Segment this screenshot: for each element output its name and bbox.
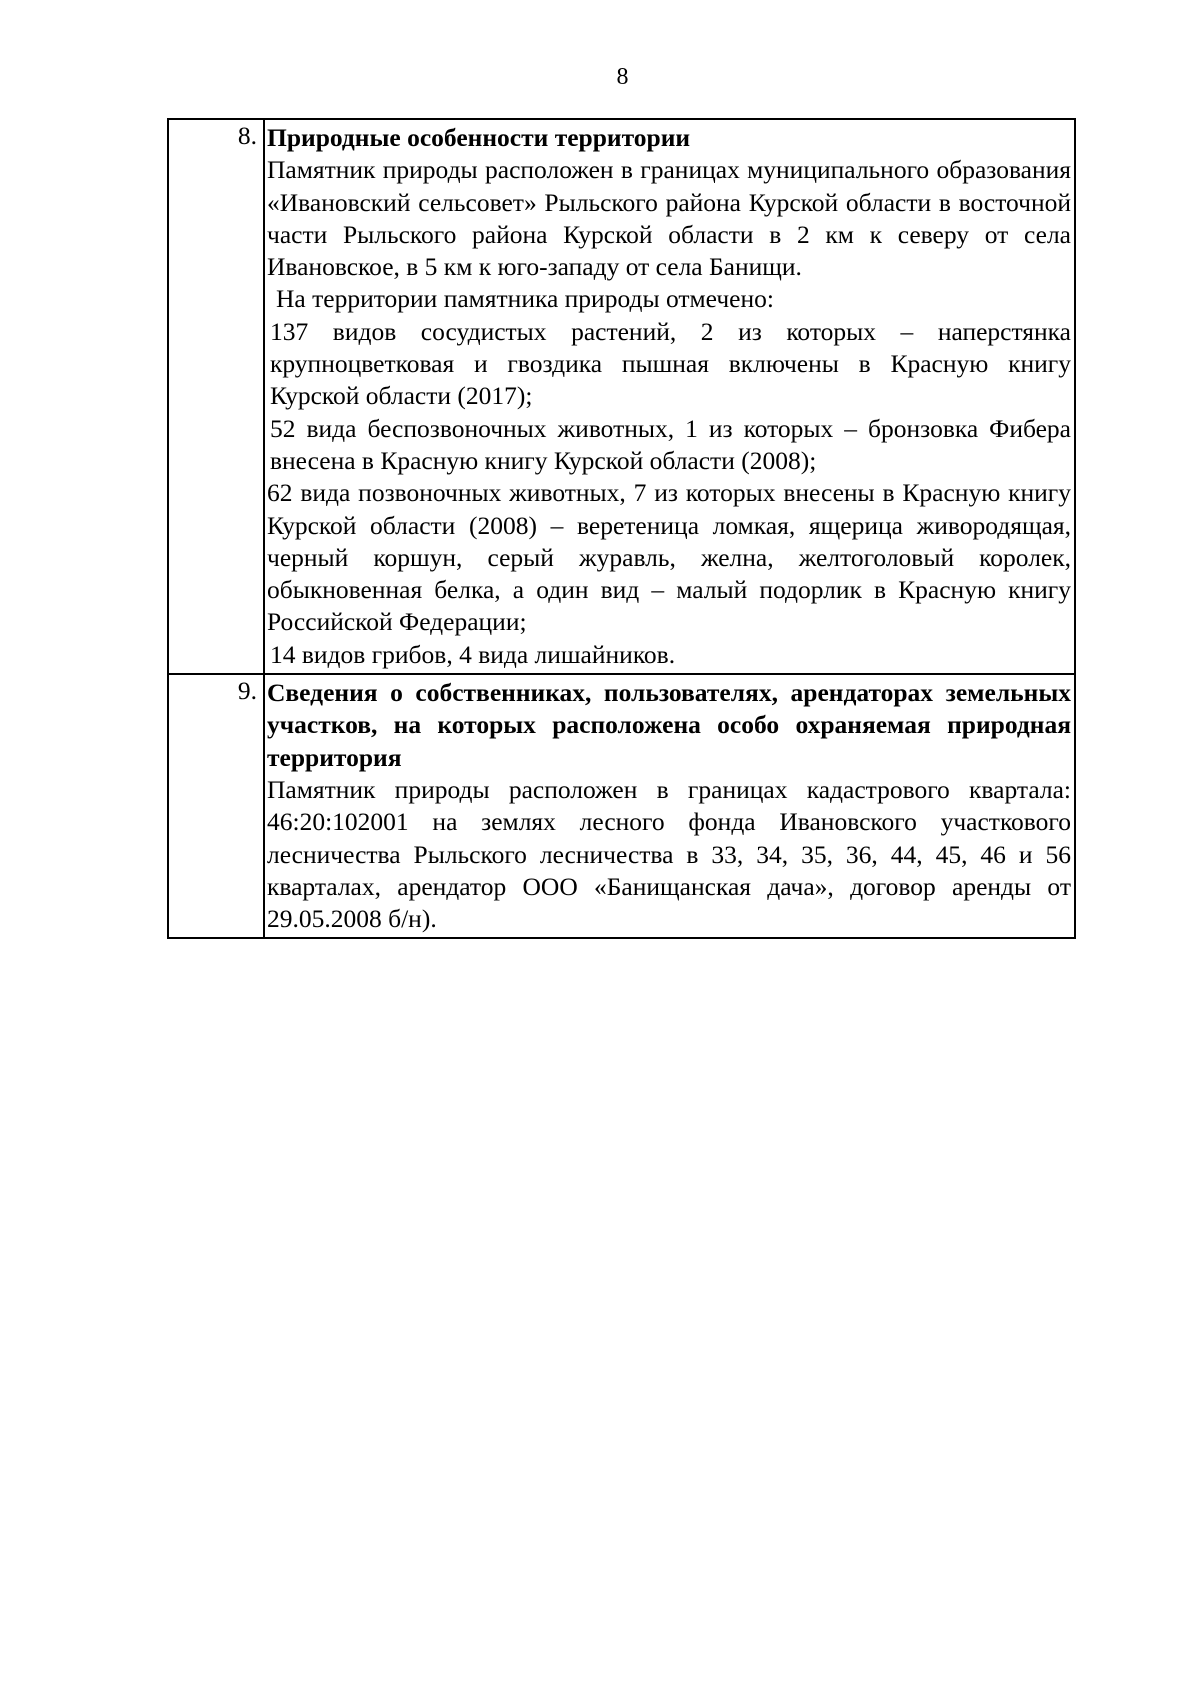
- row-content: [264, 119, 1075, 674]
- paragraph: 14 видов грибов, 4 вида лишайников.: [270, 639, 676, 669]
- row-number: 9.: [168, 674, 264, 938]
- paragraph: На территории памятника природы отмечено:: [276, 284, 774, 314]
- row-content: [264, 674, 1075, 938]
- section-title: Природные особенности территории: [267, 123, 691, 152]
- page-number: 8: [616, 64, 629, 90]
- paragraph: 62 вида позвоночных животных, 7 из которых внесены в Красную книгу Курской области (2008) – веретеница ломкая, ящерица живородящая, черный коршун, серый журавль, желна, желтоголовый королек, обыкновенная белка, а один вид – малый подорлик в Красную книгу Российской Федерации;: [267, 478, 1071, 637]
- row-number: 8.: [168, 119, 264, 674]
- table-row: [168, 674, 1075, 938]
- table-row: [168, 119, 1075, 674]
- paragraph: Памятник природы расположен в границах кадастрового квартала: 46:20:102001 на землях лесного фонда Ивановского участкового лесничества Рыльского лесничества в 33, 34, 35, 36, 44, 45, 46 и 56 кварталах, арендатор ООО «Банищанская дача», договор аренды от 29.05.2008 б/н).: [267, 774, 1071, 934]
- paragraph: 52 вида беспозвоночных животных, 1 из которых – бронзовка Фибера внесена в Красную книгу Курской области (2008);: [270, 413, 1071, 475]
- paragraph: Памятник природы расположен в границах муниципального образования «Ивановский сельсовет» Рыльского района Курской области в восточной части Рыльского района Курской области в 2 км к северу от села Ивановское, в 5 км к юго-западу от села Банищи.: [267, 155, 1071, 282]
- document-table: [167, 118, 1076, 939]
- paragraph: 137 видов сосудистых растений, 2 из которых – наперстянка крупноцветковая и гвоздика пышная включены в Красную книгу Курской области (2017);: [270, 316, 1071, 411]
- section-title: Сведения о собственниках, пользователях, арендаторах земельных участков, на которых расположена особо охраняемая природная территория: [267, 678, 1071, 772]
